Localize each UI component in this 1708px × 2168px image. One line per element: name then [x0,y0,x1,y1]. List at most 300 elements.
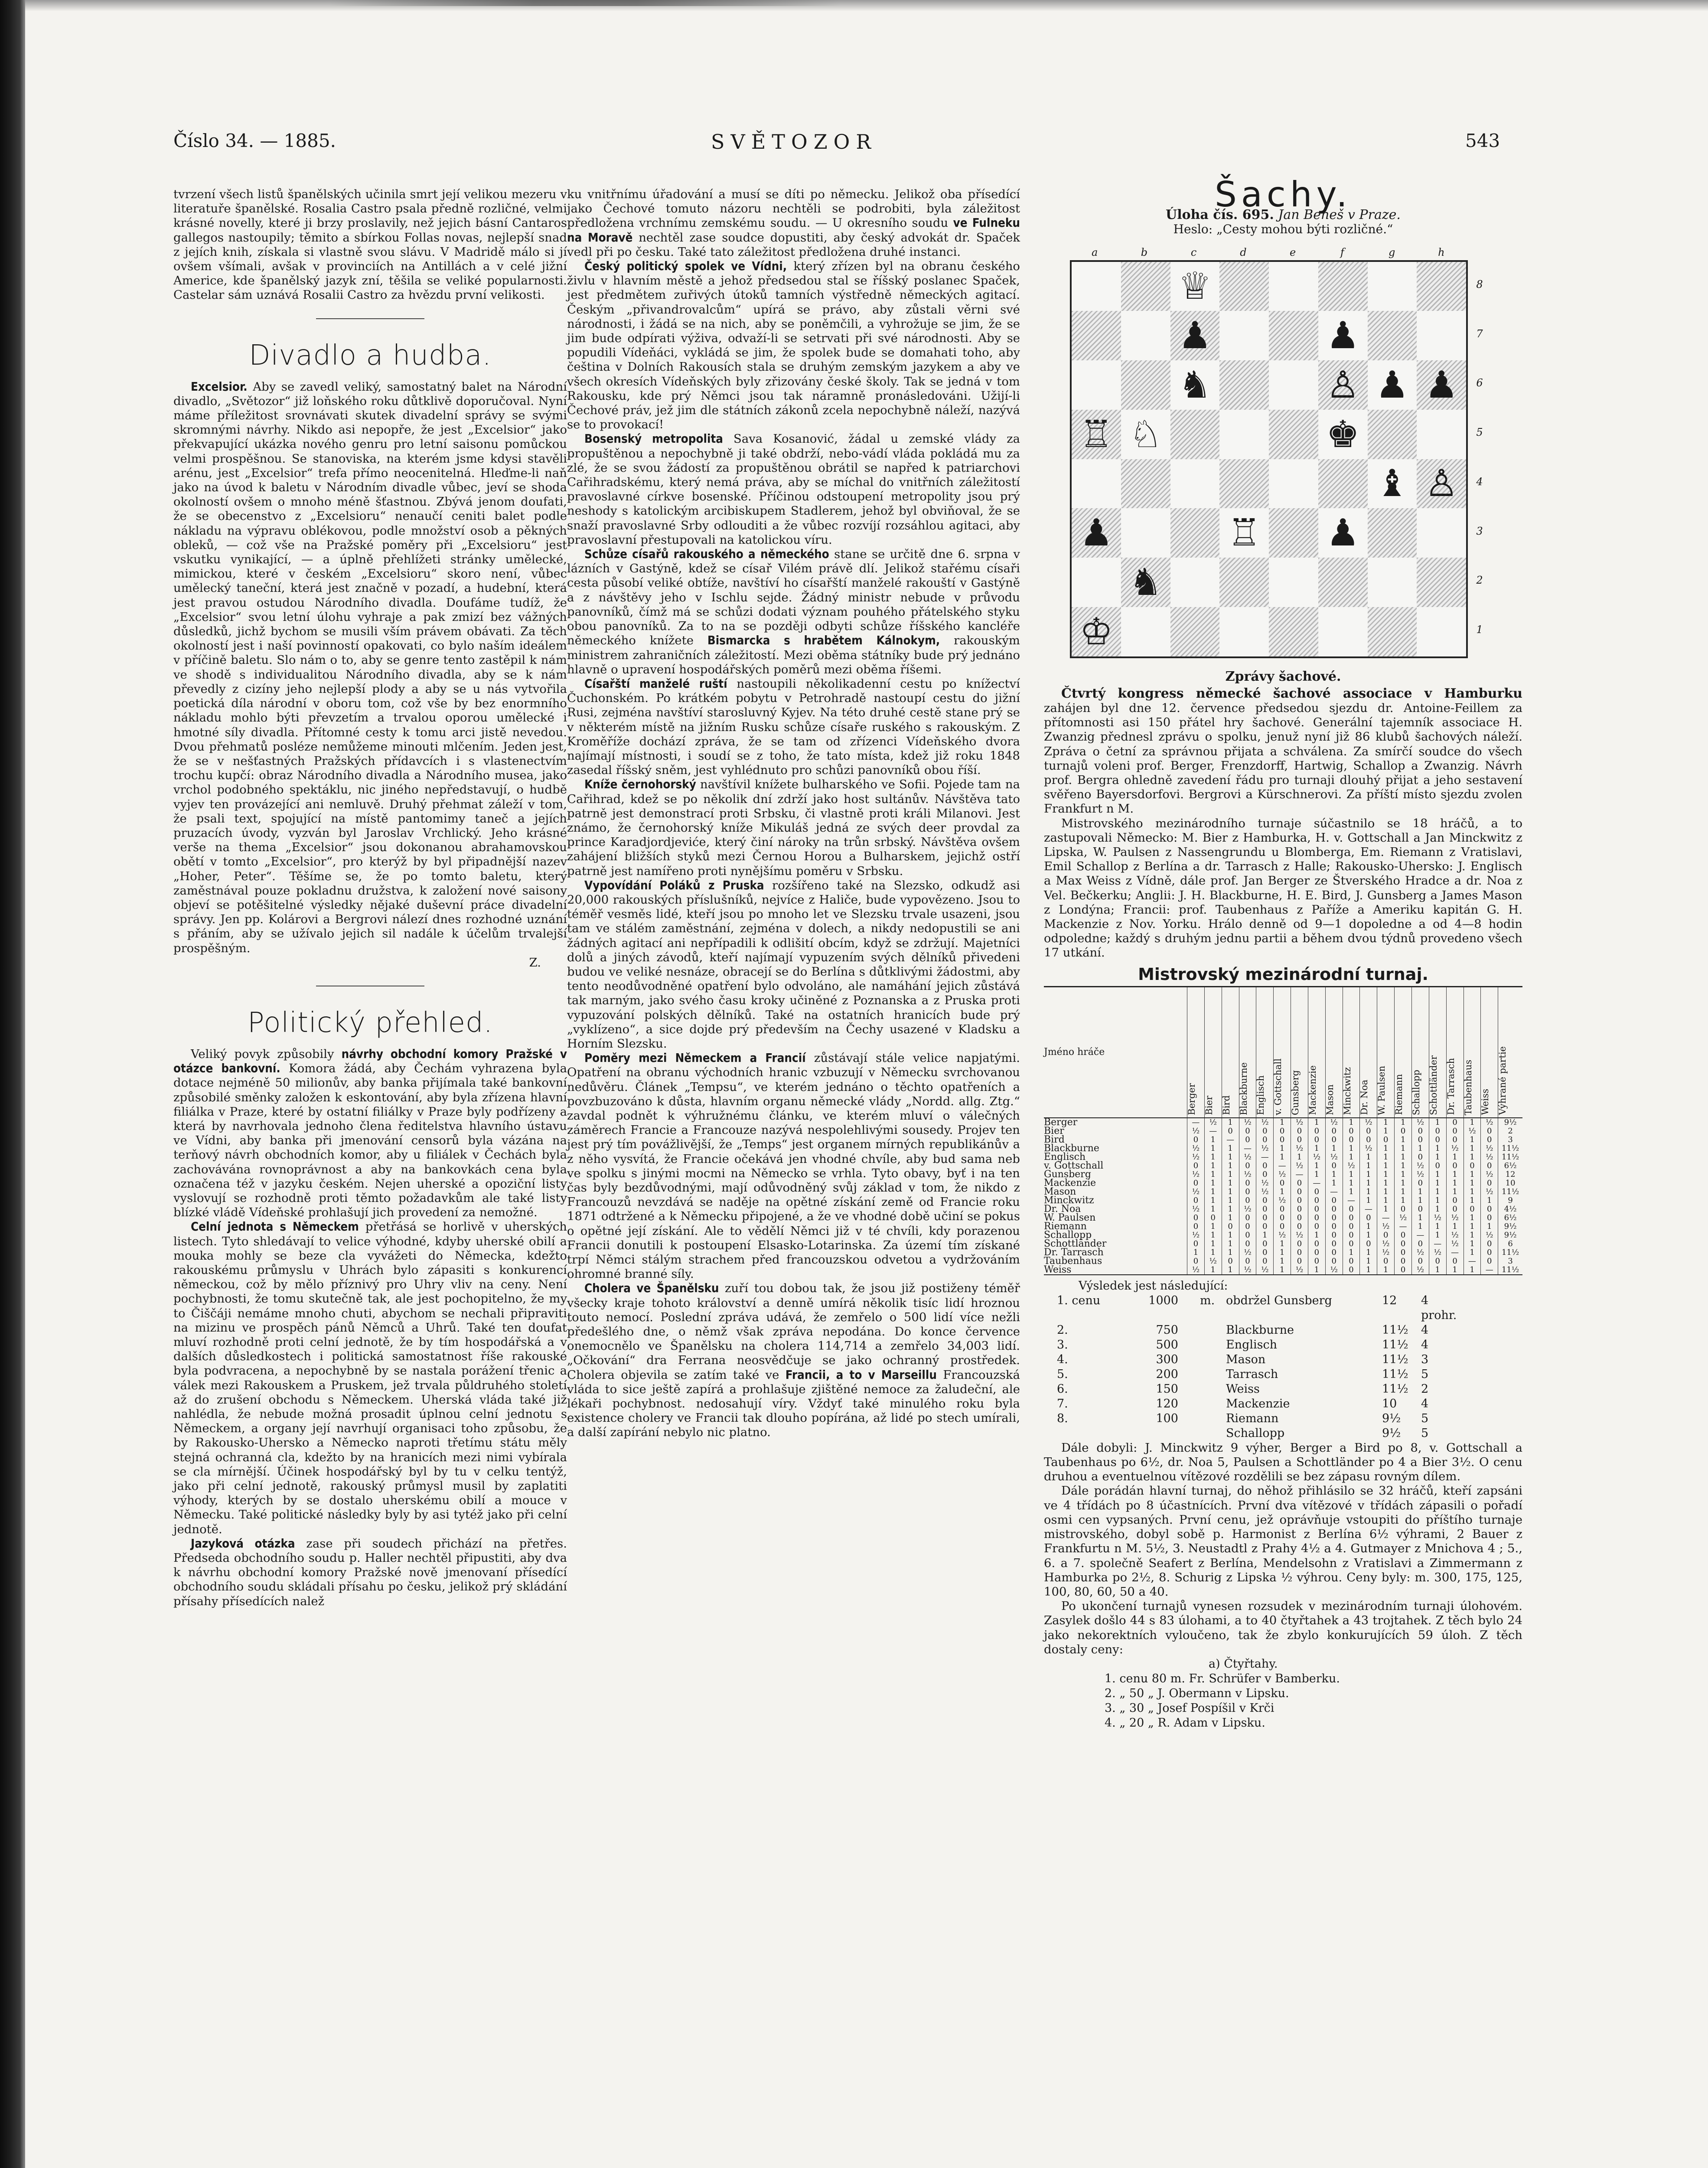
table-cell: — [1239,1144,1256,1153]
result-score: 11½ [1382,1338,1408,1352]
board-square [1368,558,1417,607]
table-cell: 3 [1498,1257,1522,1266]
table-cell: 0 [1239,1136,1256,1144]
table-cell: 0 [1291,1257,1308,1266]
board-square [1318,360,1368,410]
result-unit [1187,1397,1226,1411]
column-label: Berger [1186,1083,1197,1115]
article-lead: Excelsior. [191,379,248,394]
politics-paragraph [173,1220,567,1536]
column-label: Dr. Tarrasch [1445,1058,1456,1115]
paragraph-text: Sava Kosanović, žádal u zemské vlády za propuštěnou a nepochybně ji také obdrží, nebo-vádí vláda pokládá mu za zlé, že se svou žádostí za propuštěnou obrátil se napřed k patriarchovi Cařihradskému, který nemá práva, aby se míchal do vnitřních záležitostí pravoslavné církve bosenské. Příčinou odstoupení metropolity jsou prý neshody s katolickým arcibiskupem Stadlerem, jehož byl obviňoval, že se snaží pravoslavné Srby odlouditi a že vůbec rozvíjí rozsáhlou agitaci, aby pravoslavní přestupovali na katolickou víru. [567,432,1020,547]
result-unit: m. [1200,1293,1215,1307]
table-cell: ½ [1325,1266,1343,1274]
result-row [1044,1367,1522,1382]
politics-paragraph [567,878,1020,1051]
table-cell: 11½ [1498,1248,1522,1257]
table-cell: 0 [1222,1222,1239,1231]
politics-paragraph [567,259,1020,432]
table-cell: 0 [1256,1170,1274,1179]
board-square [1121,459,1170,509]
book-binding [0,0,25,2168]
table-cell: 11½ [1498,1153,1522,1162]
table-cell: 1 [1274,1257,1291,1266]
table-cell: 1 [1395,1162,1412,1170]
table-cell: 1 [1274,1188,1291,1196]
result-player: Tarrasch [1226,1367,1278,1381]
table-cell: ½ [1256,1179,1274,1188]
table-cell: 1 [1429,1144,1446,1153]
table-cell: ½ [1308,1153,1325,1162]
table-cell: 1 [1360,1179,1377,1188]
table-cell: 0 [1481,1162,1498,1170]
table-cell: 0 [1325,1231,1343,1240]
table-cell: 0 [1256,1205,1274,1214]
rank-labels [1473,260,1486,655]
table-cell: 0 [1308,1196,1325,1205]
table-cell: 0 [1291,1179,1308,1188]
table-cell: 11½ [1498,1144,1522,1153]
file-label: d [1240,246,1247,258]
board-square [1417,311,1466,360]
table-cell: — [1377,1214,1395,1222]
table-cell: ½ [1429,1214,1446,1222]
table-cell: 0 [1187,1214,1205,1222]
table-cell: 1 [1204,1248,1222,1257]
table-cell: 0 [1222,1127,1239,1136]
table-row [1044,1257,1522,1266]
column-label: Bird [1221,1095,1232,1115]
journal-title: SVĚTOZOR [711,130,877,153]
table-row [1044,1153,1522,1162]
table-cell: — [1256,1153,1274,1162]
table-column-header [1222,987,1239,1118]
table-cell: 1 [1464,1144,1481,1153]
table-cell: — [1222,1136,1239,1144]
table-cell: 0 [1481,1257,1498,1266]
board-square [1121,558,1170,607]
chess-piece-icon: ♟ [1375,363,1409,407]
table-cell: 0 [1187,1179,1205,1188]
paragraph-text: Komora žádá, aby Čechám vyhrazena byla dotace nejméně 50 milionův, aby banka přijímala také bankovní způsobilé směnky založen k eskontování, aby byla zřízena hlavní filiálka v Praze, které by ostatní filiálky v Praze byly podřízeny a která by navrhovala jednoho člena ředitelstva hlavního ústavu ve Vídni, aby banka při jmenování censorů byla vázána na terňový návrh obchodních komor, aby u filiálek v Čechách byla zachovávána rovnoprávnost a aby na bankovkách cena byla označena též v jazyku českém. Nejen uherské a opoziční listy vyslovují se rozhodně proti těmto požadavkům ale také listy blízké vládě Vídeňské prohlašují jich provedení za nemožné. [173,1061,567,1220]
board-square [1219,558,1269,607]
table-column-header [1446,987,1464,1118]
table-cell: 0 [1343,1214,1360,1222]
table-cell: 12 [1498,1170,1522,1179]
news-headline: Čtvrtý kongress německé šachové associace v Hamburku [1061,686,1522,701]
theatre-article [173,380,567,956]
table-cell: 0 [1274,1127,1291,1136]
table-cell: 0 [1239,1231,1256,1240]
results-paragraph: Dále porádán hlavní turnaj, do něhož přihlásilo se 32 hráčů, kteří zapsáni ve 4 třídách po 8 účastnících. První dva vítězové v třídách zápasili o pořadí osmi cen vypsaných. První cenu, jež oprávňuje vstoupiti do příštího turnaje mistrovského, dobyl sobě p. Harmonist z Berlína 6½ výhrami, 2 Bauer z Frankfurtu n M. 5½, 3. Neustadtl z Prahy 4½ a 4. Gutmayer z Mnichova 4 ; 5., 6. a 7. společně Seafert z Berlína, Mendelsohn z Vratislavi a Zimmermann z Hamburka po 2½, 8. Schurig z Lipska ½ výhrou. Ceny byly: m. 300, 175, 125, 100, 80, 60, 50 a 40. [1044,1484,1522,1599]
player-name: Dr. Noa [1044,1203,1081,1215]
result-row [1044,1426,1522,1441]
table-cell: 1 [1411,1188,1429,1196]
table-cell: 2 [1498,1127,1522,1136]
table-cell: 1 [1464,1170,1481,1179]
board-square [1417,508,1466,558]
table-cell: 0 [1411,1127,1429,1136]
table-cell: 0 [1291,1127,1308,1136]
table-column-header [1395,987,1412,1118]
table-cell: 0 [1411,1179,1429,1188]
table-cell: 1 [1222,1188,1239,1196]
problem-prize-item: 4. „ 20 „ R. Adam v Lipsku. [1105,1716,1265,1730]
table-cell: 6½ [1498,1214,1522,1222]
table-cell: ½ [1481,1153,1498,1162]
table-cell: 0 [1481,1248,1498,1257]
table-cell: 0 [1343,1205,1360,1214]
table-cell: 0 [1446,1127,1464,1136]
table-cell: 1 [1222,1144,1239,1153]
file-label: a [1091,246,1098,258]
table-cell: 1 [1360,1188,1377,1196]
result-losses: 5 [1421,1367,1429,1381]
tournament-title: Mistrovský mezinárodní turnaj. [1138,964,1428,984]
table-cell: 1 [1377,1196,1395,1205]
result-score: 12 [1382,1293,1397,1307]
board-square [1318,607,1368,656]
table-cell: 0 [1256,1127,1274,1136]
board-square [1170,508,1220,558]
paragraph-text: přetřásá se horlivě v uherských listech. Tyto shledávají to velice výhodné, kdyby uherské obilí a mouka mohly se beze cla vyvážeti do Německa, kdežto rakouskému průmyslu v Uhrách bylo zápasiti s konkurencí německou, což by mělo příznivý pro Uhry vliv na ceny. Není pochybnosti, že tomu skutečně tak, ale jest pochopitelno, že my to Čiščáji nemáme mnoho chuti, abychom se nechali připraviti na mizinu ve prospěch pánů Němců a Uhrů. Také ten doufat mluví rozhodně proti celní jednotě, že by tím hospodářská a v dalších důsledkostech i politická samostatnost říše rakouské byla podvracena, a nepochybně by se nastala porážení třenic a válek mezi Rakouskem a Pruskem, jež trvala půldruhého století až do zrušení obchodu s Německem. Uherská vláda také již nahlédla, že nebude možná prosadit úplnou celní jednotu s Německem, a organy její navrhují organisaci toho způsobu, že by Rakousko-Uhersko a Německo naproti třetímu státu měly stejná ochranná cla, kdežto by na hranicích mezi nimi vybírala se cla mírnější. Účinek hospodářský byl by tu v celku tentýž, jako při celní jednotě, rakouský průmysl musil by zaplatiti výhody, kterých by se dostalo uherskému obilí a mouce v Německu. Také politické následky byly by asi tytéž jako při celní jednotě. [173,1220,567,1536]
article-lead: Celní jednota s Německem [191,1220,359,1234]
table-cell: 0 [1308,1188,1325,1196]
results-paragraph: Po ukončení turnajů vynesen rozsudek v mezinárodním turnaji úlohovém. Zasylek došlo 44 s 83 úlohami, a to 40 čtyřtahek a 43 trojtahek. Z těch bylo 24 jako nekorektních vyloučeno, tak že zbylo konkurujících 59 úloh. Z těch dostaly ceny: [1044,1599,1522,1656]
board-square [1219,410,1269,459]
table-cell: 1 [1204,1179,1222,1188]
results-list [1044,1279,1522,1441]
table-cell: 1 [1308,1162,1325,1170]
chess-news-paragraph: Mistrovského mezinárodního turnaje súčastnilo se 18 hráčů, a to zastupovali Německo: M. Bier z Hamburka, H. v. Gottschall a Jan Minckwitz z Lipska, W. Paulsen z Nassengrundu u Blomberga, Em. Riemann z Vratislavi, Emil Schallop z Berlína a dr. Tarrasch z Halle; Rakousko-Uhersko: J. Englisch a Max Weiss z Vídně, dále prof. Jan Berger ze Štverského Hradce a dr. Noa z Vel. Bečkerku; Anglii: J. H. Blackburne, H. E. Bird, J. Gunsberg a James Mason z Londýna; Francii: prof. Taubenhaus z Paříže a Ameriku kapitán G. H. Mackenzie z Nov. Yorku. Hrálo denně od 9—1 dopoledne a od 4—8 hodin odpoledne; každý s druhým jednu partii a během dvou týdnů provedeno všech 17 utkání. [1044,816,1522,960]
table-cell: 1 [1360,1222,1377,1231]
table-column-header [1325,987,1343,1118]
table-cell: 1 [1360,1153,1377,1162]
table-cell: 0 [1291,1136,1308,1144]
table-cell: 1 [1222,1248,1239,1257]
article-lead: Český politický spolek ve Vídni, [584,259,787,274]
result-amount: 1000 [1148,1293,1178,1307]
table-cell: ½ [1187,1266,1205,1274]
table-cell: 1 [1464,1153,1481,1162]
table-cell: 0 [1446,1257,1464,1266]
table-cell: ½ [1411,1248,1429,1257]
board-square [1417,459,1466,509]
board-square [1269,558,1318,607]
table-cell: 1 [1187,1248,1205,1257]
table-cell: ½ [1187,1188,1205,1196]
board-square [1368,508,1417,558]
table-cell: 0 [1360,1240,1377,1248]
table-cell: 0 [1429,1162,1446,1170]
article-lead: Kníže černohorský [584,777,696,792]
board-square [1170,459,1220,509]
table-cell: 0 [1274,1222,1291,1231]
table-cell: 1 [1411,1196,1429,1205]
table-cell: 0 [1291,1205,1308,1214]
article-lead: ve Fulneku na Moravě [567,216,1020,245]
chess-piece-icon: ♔ [1079,610,1113,653]
table-cell: ½ [1481,1188,1498,1196]
table-cell: 3 [1498,1136,1522,1144]
result-place [1044,1426,1126,1441]
table-cell: 1 [1377,1118,1395,1127]
table-column-header [1360,987,1377,1118]
player-name: Englisch [1044,1151,1086,1162]
result-place: 8. [1057,1411,1068,1425]
table-cell: 1 [1446,1222,1464,1231]
table-cell: 0 [1187,1257,1205,1266]
table-cell: 1 [1291,1153,1308,1162]
result-losses: 4 prohr. [1421,1293,1457,1322]
politics-paragraph [173,1047,567,1220]
chess-news-paragraph [1044,686,1522,816]
table-cell: 1 [1395,1196,1412,1205]
article-lead: Schůze císařů rakouského a německého [584,547,829,562]
column-3-chess [1044,174,1522,1730]
player-name: v. Gottschall [1044,1160,1104,1171]
table-cell: 0 [1395,1240,1412,1248]
chess-piece-icon: ♟ [1079,511,1113,555]
table-cell: 1 [1274,1153,1291,1162]
article-lead: Císařští manželé ruští [584,676,727,691]
article-lead: Cholera ve Španělsku [584,1281,719,1296]
player-name: Taubenhaus [1044,1255,1102,1267]
table-cell: 1 [1395,1170,1412,1179]
rank-label: 6 [1476,377,1483,389]
result-player: Schallopp [1226,1426,1285,1440]
board-square [1219,311,1269,360]
table-cell: 1 [1360,1248,1377,1257]
table-cell: 1 [1325,1179,1343,1188]
board-square [1269,459,1318,509]
result-amount: 100 [1156,1411,1178,1425]
table-cell: 0 [1256,1214,1274,1222]
results-intro: Výsledek jest následující: [1079,1279,1228,1293]
result-row [1044,1293,1522,1323]
table-cell: 1 [1222,1153,1239,1162]
table-cell: 0 [1377,1136,1395,1144]
result-losses: 3 [1421,1352,1429,1366]
table-cell: ½ [1187,1127,1205,1136]
table-cell: 1 [1429,1266,1446,1274]
table-row [1044,1231,1522,1240]
table-cell: 0 [1239,1179,1256,1188]
table-header-name: Jméno hráče [1044,1046,1105,1058]
table-cell: 0 [1291,1222,1308,1231]
file-label: f [1340,246,1344,258]
table-cell: 0 [1411,1153,1429,1162]
table-cell: ½ [1411,1266,1429,1274]
table-column-header [1204,987,1222,1118]
board-square [1072,262,1121,311]
column-label: Englisch [1255,1075,1266,1115]
table-cell: 0 [1343,1240,1360,1248]
problem-prize-item: 2. „ 50 „ J. Obermann v Lipsku. [1105,1686,1289,1700]
board-square [1318,262,1368,311]
column-2 [567,187,1020,1440]
player-name: Mackenzie [1044,1177,1096,1188]
table-cell: ½ [1377,1222,1395,1231]
table-cell: 0 [1204,1214,1222,1222]
board-square [1219,508,1269,558]
column-label: Dr. Noa [1359,1080,1370,1115]
table-cell: ½ [1239,1266,1256,1274]
board-square [1417,410,1466,459]
table-cell: 1 [1360,1162,1377,1170]
table-cell: ½ [1274,1196,1291,1205]
table-cell: 0 [1325,1127,1343,1136]
table-cell: 0 [1239,1196,1256,1205]
board-square [1121,262,1170,311]
table-cell: ½ [1256,1144,1274,1153]
file-labels [1070,245,1466,260]
table-cell: 0 [1446,1118,1464,1127]
table-cell: ½ [1446,1231,1464,1240]
result-row [1044,1397,1522,1411]
board-square [1368,607,1417,656]
problem-prize-title: a) Čtyřtahy. [1209,1657,1278,1671]
table-cell: ½ [1446,1214,1464,1222]
player-name: Blackburne [1044,1143,1099,1154]
result-unit [1187,1382,1226,1397]
table-cell: 0 [1360,1136,1377,1144]
table-cell: — [1395,1222,1412,1231]
problem-heading [1044,208,1522,222]
table-cell: 1 [1429,1222,1446,1231]
table-cell: — [1360,1205,1377,1214]
table-cell: 4½ [1498,1205,1522,1214]
result-unit [1187,1323,1226,1338]
table-cell: — [1481,1266,1498,1274]
paragraph-text: Veliký povyk způsobily [191,1047,342,1061]
result-score: 11½ [1382,1323,1408,1337]
table-cell: ½ [1325,1118,1343,1127]
table-cell: 1 [1429,1179,1446,1188]
table-cell: 0 [1274,1179,1291,1188]
column-label: Mason [1324,1084,1335,1115]
table-cell: ½ [1239,1170,1256,1179]
table-cell: 1 [1360,1266,1377,1274]
table-cell: 0 [1464,1205,1481,1214]
table-cell: ½ [1343,1162,1360,1170]
table-cell: 0 [1343,1257,1360,1266]
table-cell: 0 [1308,1222,1325,1231]
table-cell: ½ [1187,1205,1205,1214]
result-unit [1187,1352,1226,1367]
board-square [1269,508,1318,558]
paragraph-text: rozšířeno také na Slezsko, odkudž asi 20,000 rakouských příslušníků, nejvíce z Haliče, bude vypovězeno. Jsou to téměř vesměs lidé, kteří jsou po mnoho let ve Slezsku trvale usazeni, jsou tam ve stálém zaměstnání, zejména v dolech, a nikdy nedopustili se ani žádných agitací ani nepřípadili k odlišití obcím, když se zdržují. Majetníci dolů a jiných závodů, kteří najímají vypuzením svých dělníků přivedeni budou ve veliké nesnáze, obracejí se do Berlína s důtklivými žádostmi, aby tento neodůvodněné opatření bylo odvoláno, ale namáhání jejich zůstává tak marným, jako svého času kroky učiněné z Poznanska a z Pruska proti vypuzování polských dělníků. Také na ostatních hranicích bude prý „vyklízeno“, a sice dojde prý především na Čechy usazené v Kladsku a Horním Slezsku. [567,878,1020,1051]
table-cell: 0 [1308,1240,1325,1248]
file-label: b [1141,246,1148,258]
table-cell: ½ [1411,1170,1429,1179]
column-label: Výhrané partie [1497,1046,1508,1115]
result-row [1044,1352,1522,1367]
table-cell: 0 [1343,1266,1360,1274]
article-lead: Bosenský metropolita [584,432,723,446]
table-cell: 1 [1360,1196,1377,1205]
table-cell: 0 [1411,1257,1429,1266]
table-cell: 0 [1256,1240,1274,1248]
table-row [1044,1214,1522,1222]
table-cell: 0 [1325,1222,1343,1231]
chess-piece-icon: ♖ [1079,412,1113,456]
table-cell: 0 [1464,1162,1481,1170]
column-label: Riemann [1394,1074,1405,1115]
table-cell: 1 [1429,1205,1446,1214]
chess-piece-icon: ♟ [1424,363,1458,407]
column-label: Schottländer [1428,1055,1439,1115]
chess-piece-icon: ♟ [1178,314,1212,358]
chess-piece-icon: ♟ [1326,511,1360,555]
table-row [1044,1205,1522,1214]
section-title-politics: Politický přehled. [248,1006,493,1039]
table-cell: ½ [1481,1170,1498,1179]
table-column-header [1411,987,1429,1118]
table-cell: 1 [1222,1170,1239,1179]
player-name: Bird [1044,1134,1065,1145]
board-square [1072,360,1121,410]
result-losses: 2 [1421,1382,1429,1396]
table-cell: 1 [1411,1144,1429,1153]
table-cell: ½ [1291,1144,1308,1153]
file-label: h [1438,246,1445,258]
table-cell: 1 [1343,1179,1360,1188]
chess-piece-icon: ♝ [1375,462,1409,506]
table-cell: 1 [1325,1144,1343,1153]
board-square [1368,262,1417,311]
result-place: 1. cenu [1057,1293,1101,1307]
table-cell: 1 [1377,1127,1395,1136]
player-name: Riemann [1044,1221,1087,1232]
table-cell: 0 [1325,1162,1343,1170]
table-cell: 0 [1256,1136,1274,1144]
result-row [1044,1323,1522,1338]
chess-piece-icon: ♚ [1326,412,1360,456]
table-cell: ½ [1239,1248,1256,1257]
chess-piece-icon: ♞ [1178,363,1212,407]
table-cell: 1 [1308,1231,1325,1240]
table-row [1044,1248,1522,1257]
table-cell: 1 [1377,1153,1395,1162]
table-cell: 1 [1377,1144,1395,1153]
table-cell: 11½ [1498,1266,1522,1274]
table-cell: — [1187,1118,1205,1127]
table-cell: 1 [1360,1257,1377,1266]
table-cell: 0 [1377,1231,1395,1240]
table-cell: ½ [1325,1153,1343,1162]
result-amount: 750 [1156,1323,1178,1337]
table-cell: 1 [1256,1231,1274,1240]
file-label: c [1190,246,1197,258]
table-cell: 0 [1291,1188,1308,1196]
article-continuation: tvrzení všech listů španělských učinila smrt její velikou mezeru v literatuře španělské. Rosalia Castro psala předně rozličné, velmi krásné novelly, které ji brzy proslavily, než jejich básní Cantaros gallegos nastoupily; těmito a sbírkou Follas novas, nejlepší snad z jejích knih, získala si vlastně svou slávu. V Madridě málo si jí ovšem všímali, avšak v provinciích na Antillách a v celé jižní Americe, kde španělský jazyk zní, těšila se veliké popularnosti. Castelar sám uznává Rosalii Castro za hvězdu první velikosti. [173,187,567,302]
table-cell: 1 [1377,1205,1395,1214]
table-cell: ½ [1291,1266,1308,1274]
column-label: W. Paulsen [1376,1065,1387,1115]
rank-label: 1 [1476,624,1483,636]
table-column-header [1343,987,1360,1118]
board-square [1170,360,1220,410]
table-cell: 0 [1325,1136,1343,1144]
table-cell: 0 [1360,1127,1377,1136]
table-cell: 0 [1343,1222,1360,1231]
result-player: Riemann [1226,1411,1279,1425]
table-cell: 1 [1395,1136,1412,1144]
table-cell: 0 [1481,1214,1498,1222]
result-player: Mackenzie [1226,1397,1290,1411]
board-square [1269,262,1318,311]
